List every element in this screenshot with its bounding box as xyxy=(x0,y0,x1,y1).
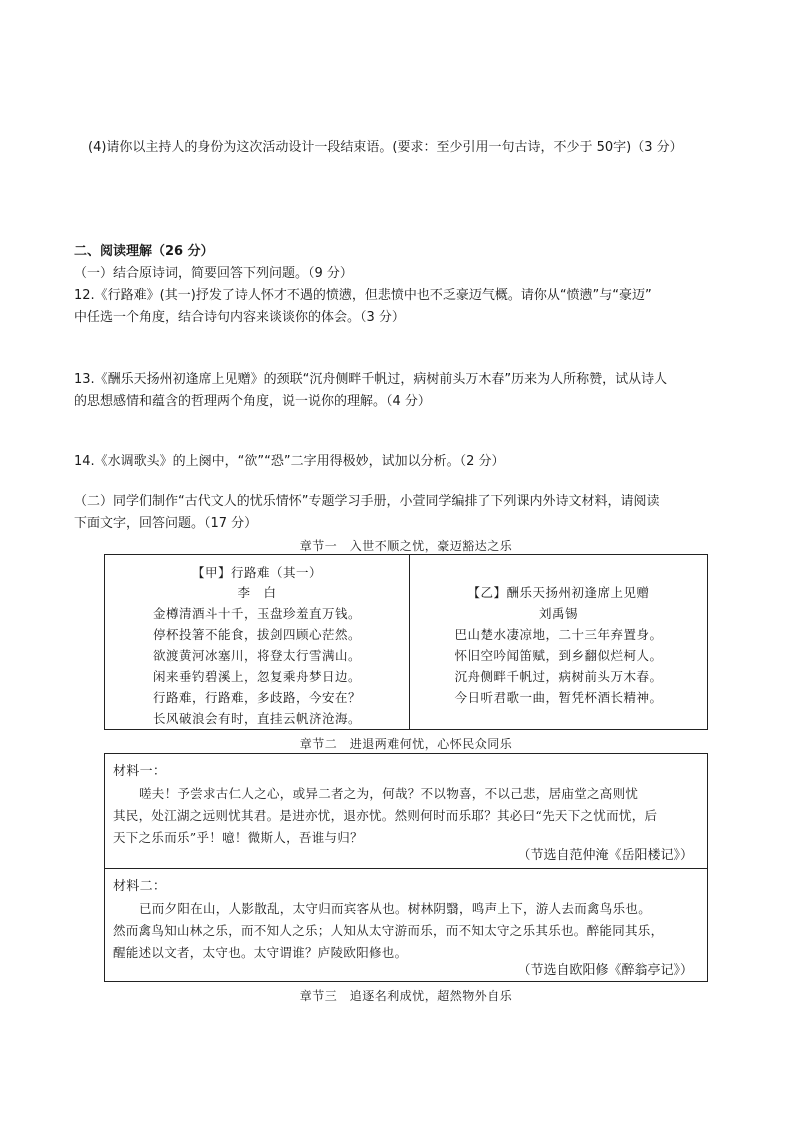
question-13-line2: 的思想感情和蕴含的哲理两个角度，说一说你的理解。（4 分） xyxy=(74,394,431,409)
poem-yi-line: 沉舟侧畔千帆过，病树前头万木春。 xyxy=(454,669,663,684)
poem-yi-author: 刘禹锡 xyxy=(538,606,578,621)
poem-jia-line: 金樽清酒斗十千，玉盘珍羞直万钱。 xyxy=(152,606,361,621)
material-2-label: 材料二： xyxy=(113,879,167,894)
chapter-1-title: 章节一 入世不顺之忧，豪迈豁达之乐 xyxy=(299,539,513,553)
poem-jia-line: 闲来垂钓碧溪上，忽复乘舟梦日边。 xyxy=(152,669,361,684)
material-2-source: （节选自欧阳修《醉翁亭记》） xyxy=(517,963,693,978)
question-14: 14.《水调歌头》的上阕中，“欲”“恐”二字用得极妙，试加以分析。（2 分） xyxy=(74,454,505,469)
poem-yi-line: 今日听君歌一曲，暂凭杯酒长精神。 xyxy=(454,690,663,705)
chapter-3-title: 章节三 追逐名利成忧，超然物外自乐 xyxy=(299,989,513,1003)
material-1-line: 其民，处江湖之远则忧其君。是进亦忧，退亦忧。然则何时而乐耶？其必曰“先天下之忧而忧，后 xyxy=(113,808,658,823)
material-1-line: 天下之乐而乐”乎！噫！微斯人，吾谁与归？ xyxy=(113,830,363,845)
question-4: (4)请你以主持人的身份为这次活动设计一段结束语。(要求：至少引用一句古诗，不少于 50字)（3 分） xyxy=(88,140,683,155)
part1-title: （一）结合原诗词，简要回答下列问题。（9 分） xyxy=(74,266,353,281)
poem-jia-author: 李 白 xyxy=(237,585,277,600)
section-title: 二、阅读理解（26 分） xyxy=(74,244,214,259)
poem-table xyxy=(104,554,708,730)
material-2-box xyxy=(104,868,708,982)
poem-jia-line: 欲渡黄河冰塞川，将登太行雪满山。 xyxy=(152,648,361,663)
part2-line1: （二）同学们制作“古代文人的忧乐情怀”专题学习手册，小萱同学编排了下列课内外诗文材料，请阅读 xyxy=(74,494,660,509)
material-2-line: 已而夕阳在山，人影散乱，太守归而宾客从也。树林阴翳，鸣声上下，游人去而禽鸟乐也。 xyxy=(139,901,652,916)
poem-jia-line: 长风破浪会有时，直挂云帆济沧海。 xyxy=(152,711,361,726)
part2-line2: 下面文字，回答问题。（17 分） xyxy=(74,516,258,531)
poem-yi-line: 巴山楚水凄凉地，二十三年弃置身。 xyxy=(454,627,663,642)
poem-jia-line: 停杯投箸不能食，拔剑四顾心茫然。 xyxy=(152,627,361,642)
poem-yi-cell xyxy=(410,555,707,729)
question-12-line1: 12.《行路难》(其一)抒发了诗人怀才不遇的愤懑，但悲愤中也不乏豪迈气概。请你从“愤懑”与“豪迈” xyxy=(74,288,652,303)
material-1-line: 嗟夫！予尝求古仁人之心，或异二者之为，何哉？不以物喜，不以己悲，居庙堂之高则忧 xyxy=(139,786,639,801)
question-13-line1: 13.《酬乐天扬州初逢席上见赠》的颈联“沉舟侧畔千帆过，病树前头万木春”历来为人所称赞，试从诗人 xyxy=(74,372,668,387)
material-2-line: 然而禽鸟知山林之乐，而不知人之乐；人知从太守游而乐，而不知太守之乐其乐也。醉能同其乐， xyxy=(113,923,664,938)
material-1-source: （节选自范仲淹《岳阳楼记》） xyxy=(517,848,693,863)
material-1-box xyxy=(104,753,708,869)
poem-jia-line: 行路难，行路难，多歧路，今安在？ xyxy=(152,690,361,705)
poem-jia-title: 【甲】行路难（其一） xyxy=(191,565,322,580)
poem-jia-cell xyxy=(105,555,410,729)
question-12-line2: 中任选一个角度，结合诗句内容来谈谈你的体会。（3 分） xyxy=(74,310,405,325)
material-1-label: 材料一： xyxy=(113,764,167,779)
material-2-line: 醒能述以文者，太守也。太守谓谁？庐陵欧阳修也。 xyxy=(113,945,408,960)
chapter-2-title: 章节二 进退两难何忧，心怀民众同乐 xyxy=(299,737,513,751)
poem-yi-line: 怀旧空吟闻笛赋，到乡翻似烂柯人。 xyxy=(454,648,663,663)
poem-yi-title: 【乙】酬乐天扬州初逢席上见赠 xyxy=(467,585,650,600)
